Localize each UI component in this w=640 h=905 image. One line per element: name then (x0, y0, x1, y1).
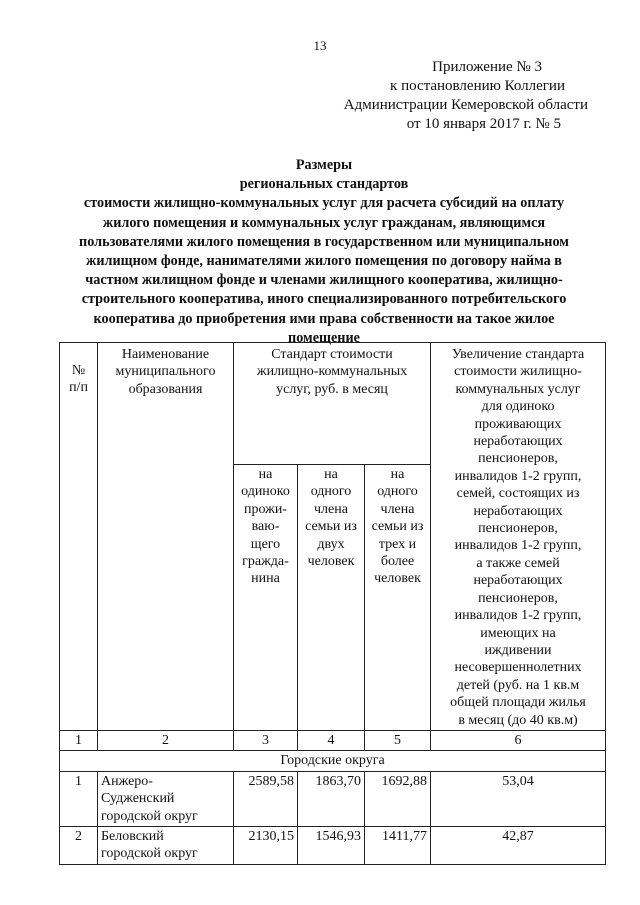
header-name (98, 343, 234, 731)
column-number: 2 (98, 730, 234, 750)
row-name (98, 771, 234, 826)
row-num: 2 (60, 826, 98, 864)
column-number: 3 (234, 730, 298, 750)
column-number: 1 (60, 730, 98, 750)
appendix-line: Приложение № 3 (432, 59, 542, 75)
header-num-text: № п/п (69, 363, 88, 396)
header-increase-text: Увеличение стандарта стоимости жилищно- коммунальных услуг для одиноко проживающих неработающих пенсионеров, инвалидов 1-2 групп, семей, состоящих из неработающих пенсионеров, инвалидов 1-2 групп, а также семей неработающих пенсионеров, инвалидов 1-2 групп, имеющих на иждивении несовершеннолетних детей (руб. на 1 кв.м общей площади жилья в месяц (до 40 кв.м) (450, 347, 586, 728)
column-number: 4 (298, 730, 365, 750)
column-number: 5 (365, 730, 431, 750)
section-title: Городские округа (60, 751, 606, 771)
title-line: помещение (288, 329, 360, 346)
appendix-header (344, 58, 588, 134)
header-increase (431, 343, 606, 731)
title-line: кооператива до приобретения ими права собственности на такое жилое (93, 310, 555, 327)
header-sub-two (298, 464, 365, 730)
title-line: частном жилищном фонде и членами жилищного кооператива, жилищно- (85, 272, 563, 289)
title-line: стоимости жилищно-коммунальных услуг для расчета субсидий на оплату (83, 195, 565, 212)
appendix-line: Администрации Кемеровской области (343, 97, 588, 113)
document-title (62, 156, 586, 348)
header-sub-two-text: на одного члена семьи из двух человек (305, 466, 357, 569)
header-sub-three (365, 464, 431, 730)
title-line: жилищном фонде, нанимателями жилого помещения по договору найма в (86, 253, 562, 270)
title-line: строительного кооператива, иного специализированного потребительского (81, 291, 567, 308)
row-value-single: 2589,58 (234, 771, 298, 826)
row-value-single: 2130,15 (234, 826, 298, 864)
header-standard-text: Стандарт стоимости жилищно-коммунальных услуг, руб. в месяц (256, 347, 408, 397)
table-row (60, 826, 606, 864)
column-number-row (60, 730, 606, 750)
header-sub-single (234, 464, 298, 730)
title-line: Размеры (295, 157, 353, 173)
row-name-text: Беловский городской округ (101, 828, 198, 862)
standards-table (59, 342, 606, 865)
header-sub-single-text: на одиноко прожи- ваю- щего гражда- нина (241, 466, 290, 587)
row-value-two: 1863,70 (298, 771, 365, 826)
header-name-text: Наименование муниципального образования (115, 347, 216, 397)
row-value-two: 1546,93 (298, 826, 365, 864)
table-row (60, 771, 606, 826)
row-name (98, 826, 234, 864)
title-line: жилого помещения и коммунальных услуг гражданам, являющимся (102, 214, 546, 231)
row-value-three: 1411,77 (365, 826, 431, 864)
header-num (60, 343, 98, 731)
row-value-increase: 53,04 (431, 771, 606, 826)
row-value-increase: 42,87 (431, 826, 606, 864)
row-num: 1 (60, 771, 98, 826)
appendix-line: от 10 января 2017 г. № 5 (406, 116, 561, 132)
header-sub-three-text: на одного члена семьи из трех и более человек (371, 466, 424, 587)
column-number: 6 (431, 730, 606, 750)
section-row (60, 751, 606, 771)
row-value-three: 1692,88 (365, 771, 431, 826)
title-line: пользователями жилого помещения в государственном или муниципальном (79, 233, 569, 250)
header-standard (234, 343, 431, 465)
row-name-text: Анжеро- Судженский городской округ (101, 773, 198, 824)
title-line: региональных стандартов (239, 176, 409, 193)
page-number: 13 (313, 38, 327, 53)
appendix-line: к постановлению Коллегии (390, 78, 565, 94)
